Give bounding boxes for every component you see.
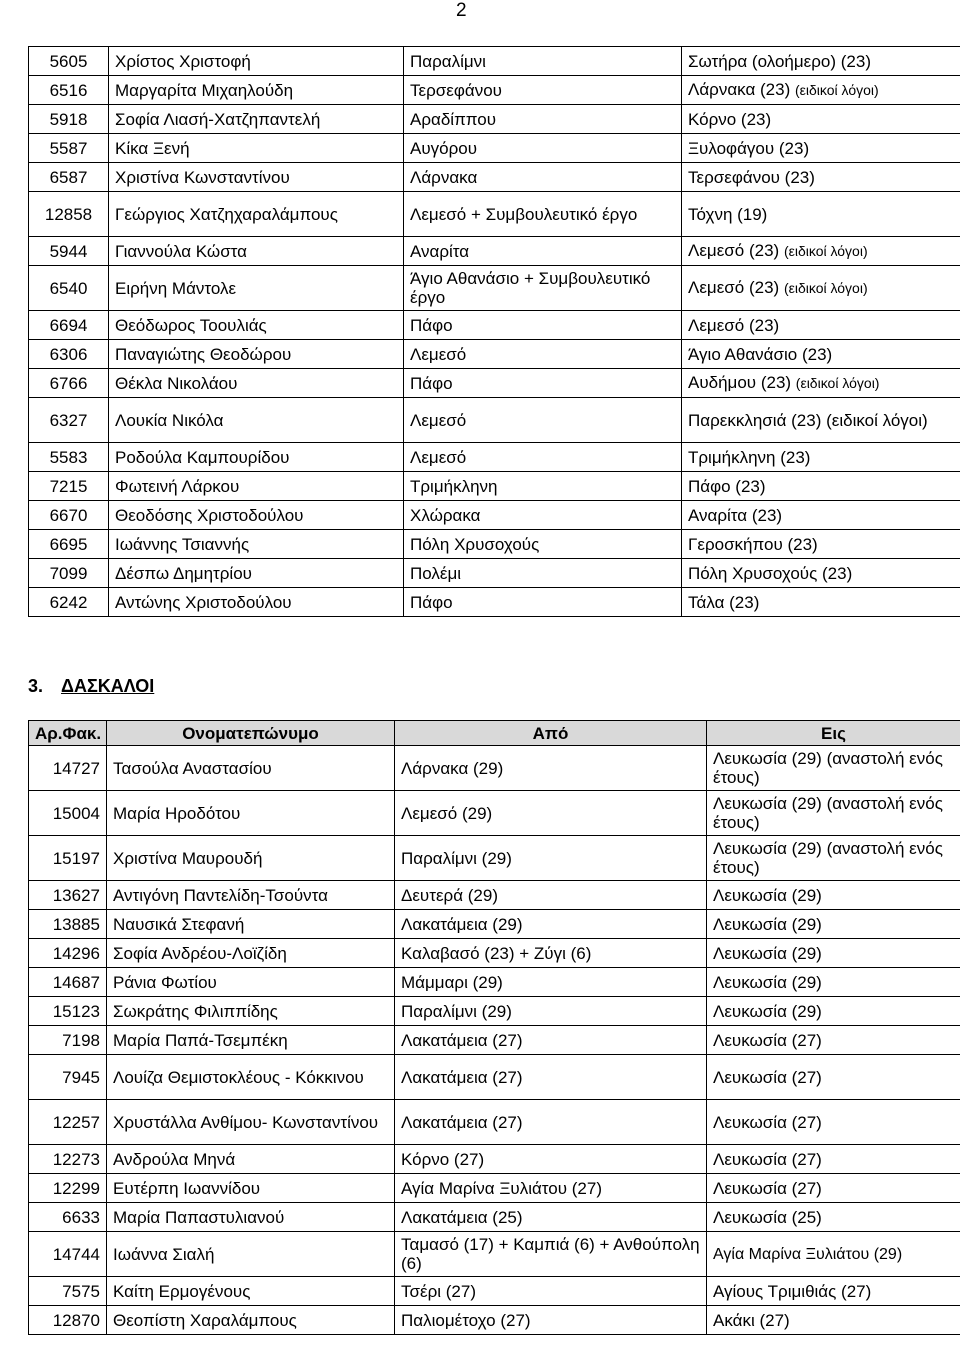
cell-from-text: Λεμεσό xyxy=(410,447,467,467)
cell-from: Καλαβασό (23) + Ζύγι (6) xyxy=(395,939,707,968)
header-file-number: Αρ.Φακ. xyxy=(29,721,107,746)
note-special-reasons: (ειδικοί λόγοι) xyxy=(795,82,879,98)
cell-file-number: 14744 xyxy=(29,1232,107,1277)
cell-from: Ταμασό (17) + Καμπιά (6) + Ανθούπολη (6) xyxy=(395,1232,707,1277)
cell-from: Λακατάμεια (25) xyxy=(395,1203,707,1232)
cell-full-name xyxy=(109,311,404,340)
cell-full-name: Θεοπίστη Χαραλάμπους xyxy=(107,1306,395,1335)
cell-from xyxy=(404,47,682,76)
cell-to-text: Παρεκκλησιά (23) (ειδικοί λόγοι) xyxy=(688,410,928,430)
cell-from-text: Αυγόρου xyxy=(410,138,478,158)
cell-from-text: Λεμεσό xyxy=(410,344,467,364)
cell-file-number-text: 6306 xyxy=(49,344,88,364)
cell-to: Λευκωσία (27) xyxy=(707,1055,960,1100)
cell-file-number-text: 6327 xyxy=(49,410,88,430)
cell-full-name xyxy=(109,163,404,192)
cell-from: Παλιομέτοχο (27) xyxy=(395,1306,707,1335)
table-row xyxy=(29,311,960,340)
table-transfers-nipiagogoi xyxy=(28,46,960,617)
cell-file-number: 12273 xyxy=(29,1145,107,1174)
cell-full-name-text: Θεοδόσης Χριστοδούλου xyxy=(115,505,304,525)
cell-from-text: Πάφο xyxy=(410,315,453,335)
cell-from-text: Λεμεσό + Συμβουλευτικό έργο xyxy=(410,204,638,224)
cell-full-name-text: Ειρήνη Μάντολε xyxy=(115,278,237,298)
cell-file-number-text: 7099 xyxy=(49,563,88,583)
table-row xyxy=(29,369,960,398)
cell-full-name: Μαρία Παπαστυλιανού xyxy=(107,1203,395,1232)
cell-to xyxy=(682,237,960,266)
table-row xyxy=(29,76,960,105)
table-row xyxy=(29,1055,960,1100)
cell-to xyxy=(682,266,960,311)
cell-to-text: Γεροσκήπου (23) xyxy=(688,534,818,554)
cell-full-name xyxy=(109,530,404,559)
cell-from: Δευτερά (29) xyxy=(395,881,707,910)
table-row xyxy=(29,134,960,163)
cell-file-number-text: 6694 xyxy=(49,315,88,335)
cell-from-text: Πόλη Χρυσοχούς xyxy=(410,534,540,554)
table-row xyxy=(29,588,960,617)
cell-full-name: Τασούλα Αναστασίου xyxy=(107,746,395,791)
table-row xyxy=(29,472,960,501)
cell-full-name xyxy=(109,266,404,311)
cell-file-number-text: 6242 xyxy=(49,592,88,612)
cell-full-name xyxy=(109,105,404,134)
cell-file-number xyxy=(29,472,109,501)
cell-file-number xyxy=(29,76,109,105)
cell-file-number-text: 6766 xyxy=(49,373,88,393)
cell-to: Λευκωσία (29) xyxy=(707,997,960,1026)
cell-from-text: Πάφο xyxy=(410,592,453,612)
cell-from xyxy=(404,501,682,530)
note-special-reasons: (ειδικοί λόγοι) xyxy=(795,375,880,391)
cell-to: Αγία Μαρίνα Ξυλιάτου (29) xyxy=(707,1232,960,1277)
cell-to xyxy=(682,311,960,340)
table-row xyxy=(29,559,960,588)
cell-from: Κόρνο (27) xyxy=(395,1145,707,1174)
cell-file-number: 14727 xyxy=(29,746,107,791)
cell-full-name-text: Γιαννούλα Κώστα xyxy=(115,241,247,261)
cell-file-number xyxy=(29,501,109,530)
cell-from-text: Χλώρακα xyxy=(410,505,481,525)
cell-file-number xyxy=(29,588,109,617)
cell-to xyxy=(682,47,960,76)
cell-full-name-text: Θέκλα Νικολάου xyxy=(115,373,238,393)
cell-to xyxy=(682,163,960,192)
cell-to: Λευκωσία (27) xyxy=(707,1174,960,1203)
cell-from xyxy=(404,192,682,237)
cell-to-text: Κόρνο (23) xyxy=(688,109,772,129)
cell-from: Λεμεσό (29) xyxy=(395,791,707,836)
cell-file-number-text: 6516 xyxy=(49,80,88,100)
cell-file-number: 7198 xyxy=(29,1026,107,1055)
note-special-reasons: (ειδικοί λόγοι) xyxy=(783,243,868,259)
cell-full-name: Ιωάννα Σιαλή xyxy=(107,1232,395,1277)
cell-full-name: Καίτη Ερμογένους xyxy=(107,1277,395,1306)
cell-from: Λακατάμεια (27) xyxy=(395,1100,707,1145)
cell-from-text: Αραδίππου xyxy=(410,109,497,129)
cell-full-name xyxy=(109,340,404,369)
cell-full-name xyxy=(109,443,404,472)
cell-from xyxy=(404,237,682,266)
cell-file-number xyxy=(29,340,109,369)
cell-from-text: Λάρνακα xyxy=(410,167,478,187)
cell-file-number-text: 7215 xyxy=(49,476,88,496)
cell-file-number-text: 6587 xyxy=(49,167,88,187)
cell-file-number: 6633 xyxy=(29,1203,107,1232)
cell-full-name xyxy=(109,192,404,237)
cell-file-number-text: 6670 xyxy=(49,505,88,525)
cell-from: Παραλίμνι (29) xyxy=(395,997,707,1026)
cell-file-number xyxy=(29,163,109,192)
table-row xyxy=(29,939,960,968)
cell-to xyxy=(682,501,960,530)
cell-file-number: 7945 xyxy=(29,1055,107,1100)
section-number: 3. xyxy=(28,676,44,696)
cell-full-name-text: Λουκία Νικόλα xyxy=(115,410,224,430)
cell-full-name: Μαρία Παπά-Τσεμπέκη xyxy=(107,1026,395,1055)
cell-full-name-text: Αντώνης Χριστοδούλου xyxy=(115,592,292,612)
cell-from: Λακατάμεια (27) xyxy=(395,1026,707,1055)
cell-full-name xyxy=(109,47,404,76)
table-row xyxy=(29,836,960,881)
cell-file-number: 13627 xyxy=(29,881,107,910)
cell-to-text: Λεμεσό (23) xyxy=(688,241,780,260)
table-row xyxy=(29,1306,960,1335)
cell-from-text: Παραλίμνι xyxy=(410,51,486,71)
cell-full-name: Χριστίνα Μαυρουδή xyxy=(107,836,395,881)
cell-to: Λευκωσία (29) (αναστολή ενός έτους) xyxy=(707,791,960,836)
cell-from xyxy=(404,76,682,105)
cell-from: Λάρνακα (29) xyxy=(395,746,707,791)
table-row xyxy=(29,791,960,836)
cell-from xyxy=(404,443,682,472)
table-row xyxy=(29,1026,960,1055)
cell-file-number: 12257 xyxy=(29,1100,107,1145)
cell-to-text: Ξυλοφάγου (23) xyxy=(688,138,810,158)
cell-from: Λακατάμεια (27) xyxy=(395,1055,707,1100)
cell-full-name xyxy=(109,369,404,398)
cell-full-name: Λουίζα Θεμιστοκλέους - Κόκκινου xyxy=(107,1055,395,1100)
cell-full-name xyxy=(109,237,404,266)
table-row xyxy=(29,881,960,910)
cell-to-text: Τόχνη (19) xyxy=(688,204,768,224)
cell-to xyxy=(682,588,960,617)
cell-from: Τσέρι (27) xyxy=(395,1277,707,1306)
cell-from: Μάμμαρι (29) xyxy=(395,968,707,997)
cell-from xyxy=(404,105,682,134)
cell-to-text: Άγιο Αθανάσιο (23) xyxy=(688,344,833,364)
cell-file-number-text: 6540 xyxy=(49,278,88,298)
table-row xyxy=(29,746,960,791)
cell-to xyxy=(682,472,960,501)
cell-to-text: Τερσεφάνου (23) xyxy=(688,167,815,187)
cell-full-name: Σοφία Ανδρέου-Λοϊζίδη xyxy=(107,939,395,968)
cell-full-name: Αντιγόνη Παντελίδη-Τσούντα xyxy=(107,881,395,910)
cell-file-number xyxy=(29,134,109,163)
header-to: Εις xyxy=(707,721,960,746)
table-row xyxy=(29,968,960,997)
cell-to: Αγίους Τριμιθιάς (27) xyxy=(707,1277,960,1306)
cell-full-name: Ράνια Φωτίου xyxy=(107,968,395,997)
cell-full-name-text: Χριστίνα Κωνσταντίνου xyxy=(115,167,290,187)
cell-full-name-text: Γεώργιος Χατζηχαραλάμπους xyxy=(115,204,338,224)
cell-full-name xyxy=(109,472,404,501)
table-row xyxy=(29,47,960,76)
cell-from xyxy=(404,134,682,163)
cell-file-number-text: 5587 xyxy=(49,138,88,158)
cell-to xyxy=(682,340,960,369)
cell-to xyxy=(682,134,960,163)
cell-file-number xyxy=(29,443,109,472)
cell-full-name xyxy=(109,501,404,530)
header-from: Από xyxy=(395,721,707,746)
cell-to: Λευκωσία (29) xyxy=(707,910,960,939)
cell-file-number xyxy=(29,47,109,76)
cell-to: Λευκωσία (27) xyxy=(707,1100,960,1145)
cell-full-name-text: Κίκα Ξενή xyxy=(115,138,190,158)
cell-full-name-text: Παναγιώτης Θεοδώρου xyxy=(115,344,292,364)
page-number: 2 xyxy=(456,0,467,21)
cell-file-number xyxy=(29,237,109,266)
cell-from-text: Πάφο xyxy=(410,373,453,393)
cell-full-name: Χρυστάλλα Ανθίμου- Κωνσταντίνου xyxy=(107,1100,395,1145)
cell-full-name: Ανδρούλα Μηνά xyxy=(107,1145,395,1174)
cell-to: Λευκωσία (29) (αναστολή ενός έτους) xyxy=(707,746,960,791)
cell-to-text: Αναρίτα (23) xyxy=(688,505,783,525)
cell-file-number: 7575 xyxy=(29,1277,107,1306)
table-row xyxy=(29,1100,960,1145)
cell-to-text: Τάλα (23) xyxy=(688,592,760,612)
cell-full-name xyxy=(109,588,404,617)
cell-file-number: 12299 xyxy=(29,1174,107,1203)
cell-to-text: Αυδήμου (23) xyxy=(688,373,792,392)
cell-full-name-text: Θεόδωρος Τοουλιάς xyxy=(115,315,267,335)
cell-to: Λευκωσία (27) xyxy=(707,1145,960,1174)
cell-file-number xyxy=(29,311,109,340)
table-row xyxy=(29,443,960,472)
cell-full-name: Ναυσικά Στεφανή xyxy=(107,910,395,939)
cell-full-name xyxy=(109,134,404,163)
cell-to: Λευκωσία (27) xyxy=(707,1026,960,1055)
table-row xyxy=(29,237,960,266)
cell-full-name-text: Μαργαρίτα Μιχαηλούδη xyxy=(115,80,294,100)
cell-file-number xyxy=(29,559,109,588)
cell-to: Λευκωσία (29) (αναστολή ενός έτους) xyxy=(707,836,960,881)
cell-full-name: Σωκράτης Φιλιππίδης xyxy=(107,997,395,1026)
cell-file-number-text: 5605 xyxy=(49,51,88,71)
table-row xyxy=(29,1174,960,1203)
table-row xyxy=(29,997,960,1026)
table-row xyxy=(29,266,960,311)
cell-from xyxy=(404,311,682,340)
cell-file-number-text: 12858 xyxy=(44,204,93,224)
note-special-reasons: (ειδικοί λόγοι) xyxy=(783,280,868,296)
cell-from-text: Αναρίτα xyxy=(410,241,470,261)
cell-from-text: Πολέμι xyxy=(410,563,462,583)
cell-full-name-text: Φωτεινή Λάρκου xyxy=(115,476,240,496)
table-row xyxy=(29,340,960,369)
cell-to: Ακάκι (27) xyxy=(707,1306,960,1335)
cell-to xyxy=(682,369,960,398)
cell-to-text: Λάρνακα (23) xyxy=(688,80,791,99)
cell-to xyxy=(682,76,960,105)
cell-full-name xyxy=(109,559,404,588)
cell-to xyxy=(682,398,960,443)
table-row xyxy=(29,1203,960,1232)
section-heading xyxy=(28,676,154,697)
cell-to xyxy=(682,559,960,588)
cell-to: Λευκωσία (29) xyxy=(707,881,960,910)
cell-to xyxy=(682,105,960,134)
cell-to-text: Πόλη Χρυσοχούς (23) xyxy=(688,563,853,583)
cell-full-name xyxy=(109,398,404,443)
cell-to-text: Σωτήρα (ολοήμερο) (23) xyxy=(688,51,871,71)
cell-to-text: Λεμεσό (23) xyxy=(688,315,780,335)
cell-file-number-text: 5583 xyxy=(49,447,88,467)
cell-full-name-text: Δέσπω Δημητρίου xyxy=(115,563,252,583)
cell-file-number-text: 5918 xyxy=(49,109,88,129)
cell-full-name: Ευτέρπη Ιωαννίδου xyxy=(107,1174,395,1203)
cell-to xyxy=(682,192,960,237)
cell-file-number: 15197 xyxy=(29,836,107,881)
cell-to-text: Πάφο (23) xyxy=(688,476,766,496)
cell-from xyxy=(404,163,682,192)
cell-from xyxy=(404,340,682,369)
cell-file-number: 14687 xyxy=(29,968,107,997)
table-transfers-daskaloi xyxy=(28,720,960,1335)
table-row xyxy=(29,163,960,192)
table-row xyxy=(29,398,960,443)
cell-from-text: Τριμήκληνη xyxy=(410,476,498,496)
cell-to: Λευκωσία (29) xyxy=(707,939,960,968)
cell-from xyxy=(404,266,682,311)
cell-from-text: Τερσεφάνου xyxy=(410,80,502,100)
table-row xyxy=(29,530,960,559)
cell-from-text: Άγιο Αθανάσιο + Συμβουλευτικό έργο xyxy=(410,269,651,307)
table-row xyxy=(29,1232,960,1277)
cell-from: Λακατάμεια (29) xyxy=(395,910,707,939)
cell-file-number xyxy=(29,530,109,559)
table-row xyxy=(29,501,960,530)
cell-to: Λευκωσία (29) xyxy=(707,968,960,997)
cell-to xyxy=(682,530,960,559)
section-title: ΔΑΣΚΑΛΟΙ xyxy=(61,676,155,696)
cell-from: Παραλίμνι (29) xyxy=(395,836,707,881)
cell-file-number: 15123 xyxy=(29,997,107,1026)
cell-from xyxy=(404,369,682,398)
cell-full-name xyxy=(109,76,404,105)
table-row xyxy=(29,105,960,134)
cell-to-text: Τριμήκληνη (23) xyxy=(688,447,811,467)
cell-full-name-text: Ιωάννης Τσιαννής xyxy=(115,534,250,554)
cell-full-name-text: Χρίστος Χριστοφή xyxy=(115,51,251,71)
cell-full-name-text: Σοφία Λιασή-Χατζηπαντελή xyxy=(115,109,321,129)
cell-full-name: Μαρία Ηροδότου xyxy=(107,791,395,836)
table-row xyxy=(29,1277,960,1306)
cell-file-number xyxy=(29,192,109,237)
table-row xyxy=(29,192,960,237)
cell-file-number xyxy=(29,266,109,311)
cell-file-number xyxy=(29,105,109,134)
table-header-row xyxy=(29,721,960,746)
cell-file-number-text: 5944 xyxy=(49,241,88,261)
cell-from xyxy=(404,588,682,617)
cell-from xyxy=(404,530,682,559)
cell-file-number xyxy=(29,369,109,398)
cell-full-name-text: Ροδούλα Καμπουρίδου xyxy=(115,447,290,467)
cell-file-number: 14296 xyxy=(29,939,107,968)
cell-file-number: 15004 xyxy=(29,791,107,836)
cell-from xyxy=(404,472,682,501)
cell-file-number: 12870 xyxy=(29,1306,107,1335)
cell-file-number xyxy=(29,398,109,443)
header-full-name: Ονοματεπώνυμο xyxy=(107,721,395,746)
cell-file-number-text: 6695 xyxy=(49,534,88,554)
cell-to-text: Λεμεσό (23) xyxy=(688,278,780,297)
cell-from xyxy=(404,398,682,443)
cell-from-text: Λεμεσό xyxy=(410,410,467,430)
table-row xyxy=(29,910,960,939)
cell-to: Λευκωσία (25) xyxy=(707,1203,960,1232)
table-row xyxy=(29,1145,960,1174)
cell-from xyxy=(404,559,682,588)
cell-from: Αγία Μαρίνα Ξυλιάτου (27) xyxy=(395,1174,707,1203)
cell-file-number: 13885 xyxy=(29,910,107,939)
cell-to xyxy=(682,443,960,472)
